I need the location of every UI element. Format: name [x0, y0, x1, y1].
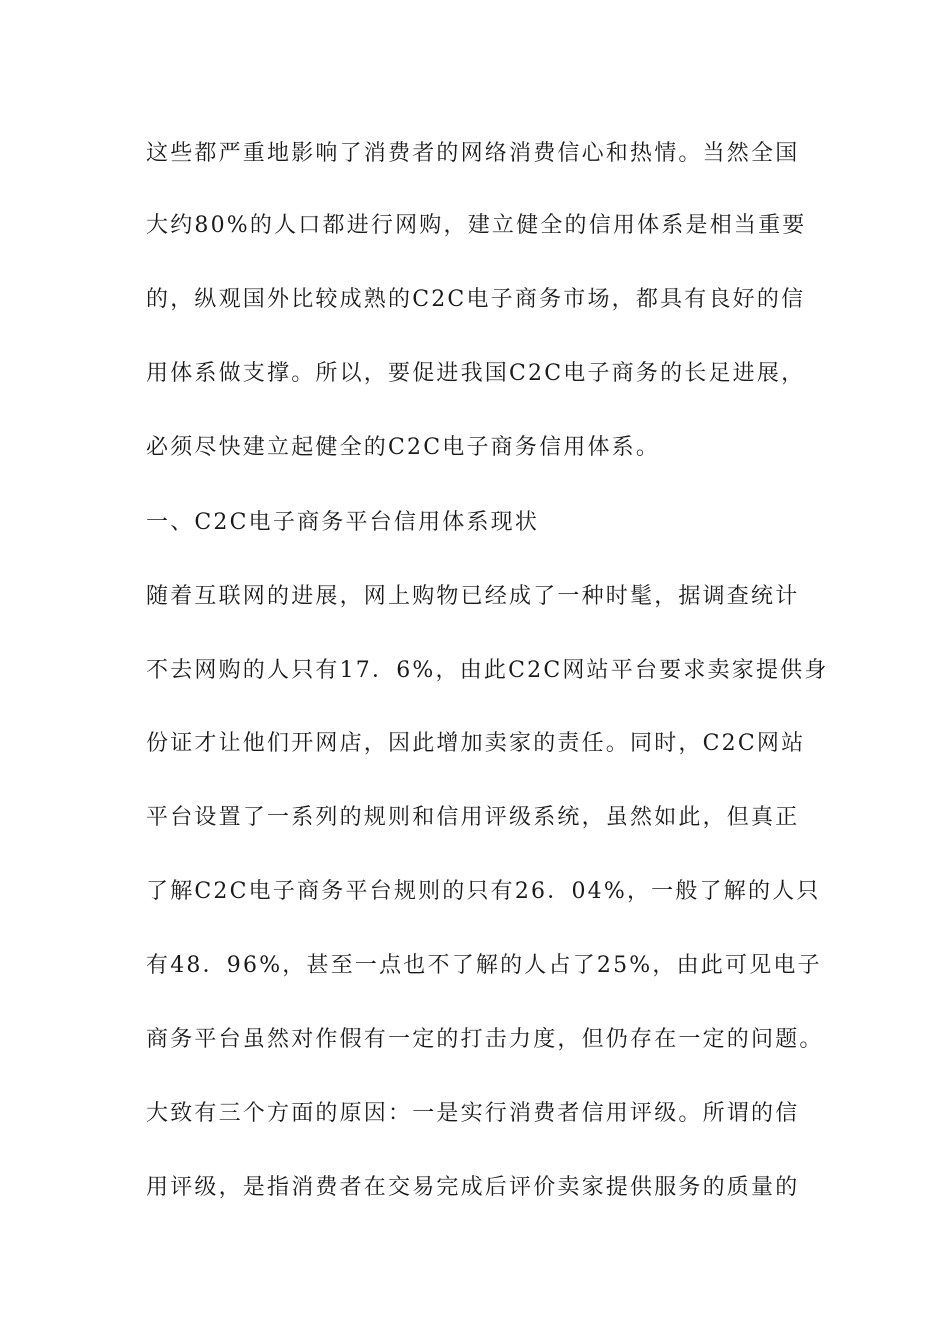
paragraph-line: 商务平台虽然对作假有一定的打击力度，但仍存在一定的问题。: [146, 1027, 824, 1052]
paragraph-line: 平台设置了一系列的规则和信用评级系统，虽然如此，但真正: [146, 805, 800, 830]
paragraph-line: 份证才让他们开网店，因此增加卖家的责任。同时，C2C网站: [146, 731, 806, 756]
paragraph-line: 必须尽快建立起健全的C2C电子商务信用体系。: [146, 435, 661, 460]
paragraph-line: 这些都严重地影响了消费者的网络消费信心和热情。当然全国: [146, 141, 800, 166]
paragraph-line: 用评级，是指消费者在交易完成后评价卖家提供服务的质量的: [146, 1175, 800, 1200]
section-heading: 一、C2C电子商务平台信用体系现状: [146, 510, 540, 535]
paragraph-line: 不去网购的人只有17．6%，由此C2C网站平台要求卖家提供身: [146, 658, 829, 683]
paragraph-line: 随着互联网的进展，网上购物已经成了一种时髦，据调查统计: [146, 584, 800, 609]
paragraph-line: 有48．96%，甚至一点也不了解的人占了25%，由此可见电子: [146, 953, 822, 978]
paragraph-line: 用体系做支撑。所以，要促进我国C2C电子商务的长足进展，: [146, 361, 806, 386]
paragraph-line: 大约80%的人口都进行网购，建立健全的信用体系是相当重要: [146, 213, 807, 238]
paragraph-line: 了解C2C电子商务平台规则的只有26．04%，一般了解的人只: [146, 879, 821, 904]
paragraph-line: 的，纵观国外比较成熟的C2C电子商务市场，都具有良好的信: [146, 287, 806, 312]
paragraph-line: 大致有三个方面的原因：一是实行消费者信用评级。所谓的信: [146, 1101, 800, 1126]
